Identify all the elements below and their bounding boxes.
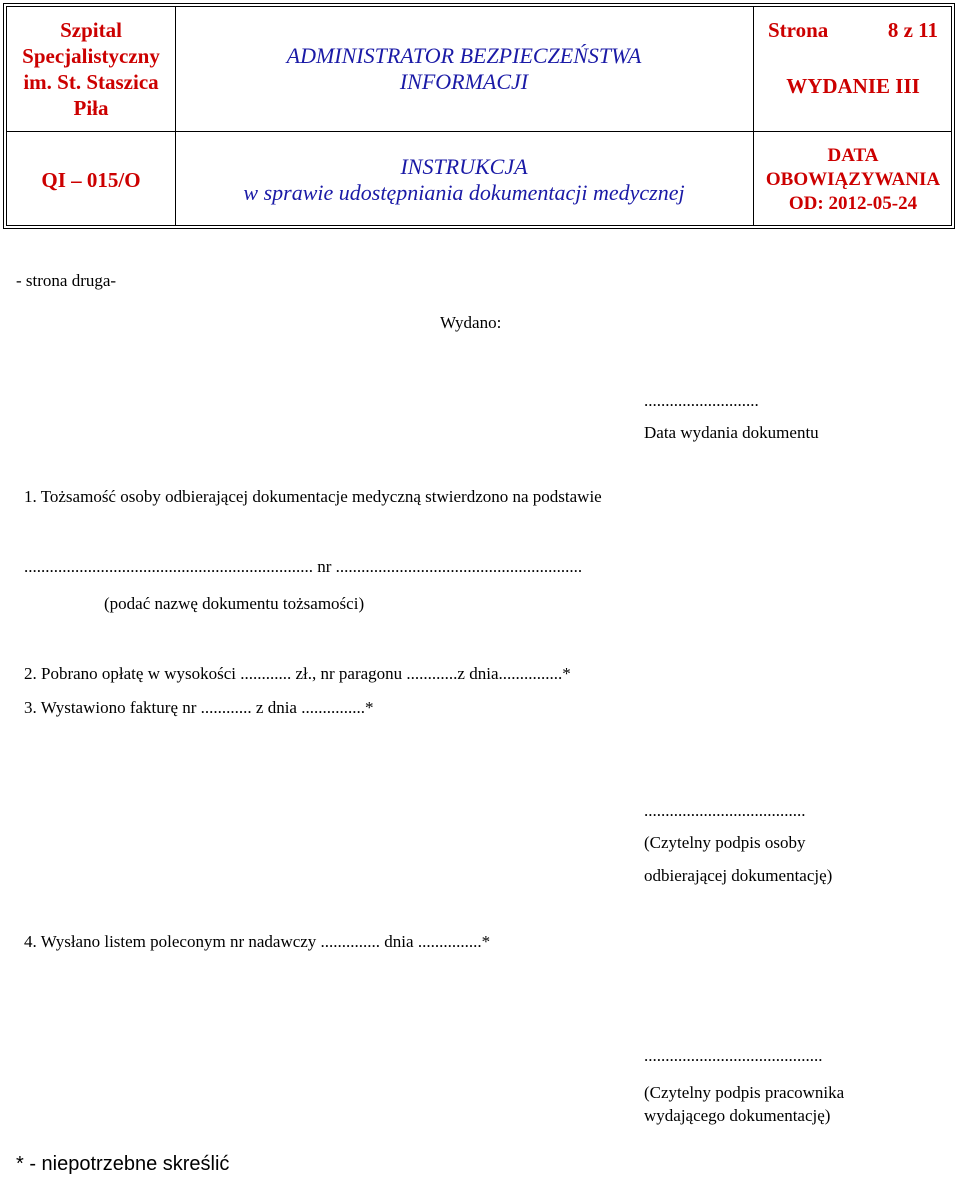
document-code-text: QI – 015/O (41, 167, 141, 192)
staff-signature-label: (Czytelny podpis pracownika (644, 1083, 845, 1102)
hospital-line: im. St. Staszica (23, 70, 159, 94)
effective-date (753, 131, 953, 228)
document-header (3, 3, 955, 229)
effective-date-line: OBOWIĄZYWANIA (765, 168, 941, 190)
page-number (768, 17, 938, 43)
effective-date-line: OD: 2012-05-24 (788, 192, 918, 214)
instruction-title-line: INSTRUKCJA (400, 153, 528, 179)
document-code (7, 131, 175, 228)
hospital-line: Piła (73, 96, 109, 120)
page-info (753, 7, 953, 131)
recipient-signature-label: (Czytelny podpis osoby (644, 833, 806, 852)
staff-signature-label: wydającego dokumentację) (644, 1106, 831, 1125)
issue-date-field[interactable]: ........................... (644, 391, 759, 410)
page-label: Strona (768, 18, 829, 42)
issued-label: Wydano: (440, 313, 502, 332)
page-two-label: - strona druga- (16, 271, 117, 290)
recipient-signature-field[interactable]: ...................................... (644, 801, 806, 820)
footnote: * - niepotrzebne skreślić (16, 1153, 230, 1175)
hospital-line: Szpital (60, 18, 122, 42)
instruction-title-line: w sprawie udostępniania dokumentacji medycznej (243, 179, 685, 205)
fee-item: 2. Pobrano opłatę w wysokości ............ zł., nr paragonu ............z dnia...............* (24, 664, 571, 683)
admin-title-line: ADMINISTRATOR BEZPIECZEŃSTWA (286, 43, 642, 68)
issue-date-label: Data wydania dokumentu (644, 423, 819, 442)
identity-document-field[interactable]: .................................................................... nr .......................................................... (24, 557, 583, 576)
effective-date-line: DATA (827, 144, 879, 166)
instruction-title (175, 131, 753, 228)
invoice-item: 3. Wystawiono fakturę nr ............ z dnia ...............* (24, 698, 374, 717)
header-grid (6, 6, 952, 226)
identity-item: 1. Tożsamość osoby odbierającej dokumentacje medyczną stwierdzono na podstawie (24, 487, 602, 506)
admin-title-line: INFORMACJI (399, 69, 529, 94)
hospital-name (7, 7, 175, 131)
mail-item: 4. Wysłano listem poleconym nr nadawczy .............. dnia ...............* (24, 932, 491, 951)
edition: WYDANIE III (786, 74, 920, 98)
hospital-line: Specjalistyczny (22, 44, 160, 68)
identity-document-hint: (podać nazwę dokumentu tożsamości) (104, 594, 365, 613)
page-value: 8 z 11 (887, 18, 938, 42)
admin-title (175, 7, 753, 131)
staff-signature-field[interactable]: .......................................... (644, 1046, 823, 1065)
recipient-signature-label: odbierającej dokumentację) (644, 866, 833, 885)
